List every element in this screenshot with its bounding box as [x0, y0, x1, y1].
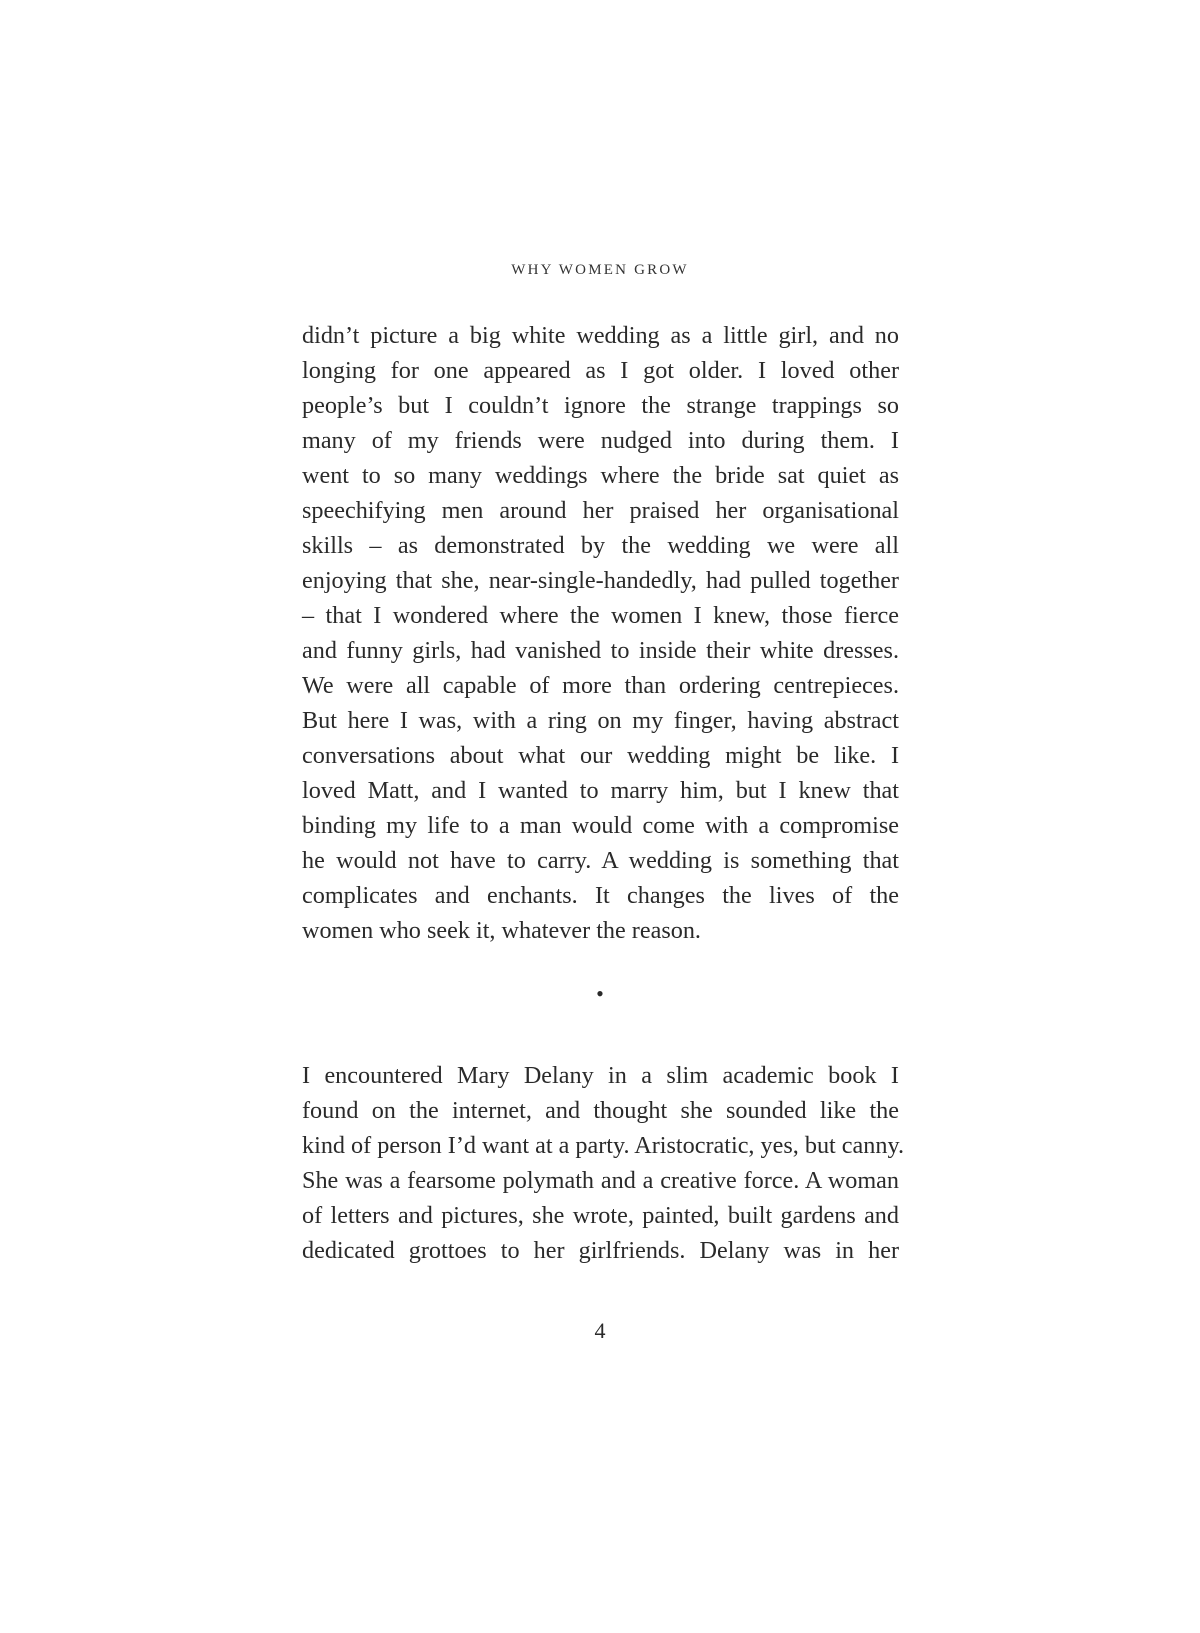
text-line: skills – as demonstrated by the wedding we were all	[302, 532, 899, 559]
text-line: binding my life to a man would come with a compromise	[302, 812, 899, 839]
text-line: complicates and enchants. It changes the lives of the	[302, 882, 899, 909]
text-line: speechifying men around her praised her organisational	[302, 497, 899, 524]
paragraph-1	[302, 318, 899, 948]
text-line: She was a fearsome polymath and a creative force. A woman	[302, 1167, 899, 1194]
running-head: WHY WOMEN GROW	[511, 262, 689, 278]
text-line: he would not have to carry. A wedding is something that	[302, 847, 899, 874]
text-line: women who seek it, whatever the reason.	[302, 917, 701, 944]
text-line: went to so many weddings where the bride sat quiet as	[302, 462, 899, 489]
text-line: loved Matt, and I wanted to marry him, but I knew that	[302, 777, 899, 804]
section-break-bullet: •	[596, 981, 604, 1006]
text-line: But here I was, with a ring on my finger, having abstract	[302, 707, 899, 734]
text-line: people’s but I couldn’t ignore the strange trappings so	[302, 392, 899, 419]
text-line: many of my friends were nudged into during them. I	[302, 427, 899, 454]
text-line: We were all capable of more than ordering centrepieces.	[302, 672, 899, 699]
text-line: found on the internet, and thought she sounded like the	[302, 1097, 899, 1124]
text-line: – that I wondered where the women I knew, those fierce	[302, 602, 899, 629]
text-line: and funny girls, had vanished to inside their white dresses.	[302, 637, 899, 664]
text-line: kind of person I’d want at a party. Aristocratic, yes, but canny.	[302, 1132, 905, 1159]
text-line: didn’t picture a big white wedding as a little girl, and no	[302, 322, 899, 349]
text-line: I encountered Mary Delany in a slim academic book I	[302, 1062, 899, 1089]
page-number: 4	[594, 1318, 606, 1343]
text-line: dedicated grottoes to her girlfriends. Delany was in her	[302, 1237, 899, 1264]
paragraph-2	[302, 1058, 905, 1268]
text-line: of letters and pictures, she wrote, painted, built gardens and	[302, 1202, 899, 1229]
text-line: enjoying that she, near-single-handedly, had pulled together	[302, 567, 899, 594]
text-line: conversations about what our wedding might be like. I	[302, 742, 899, 769]
text-line: longing for one appeared as I got older. I loved other	[302, 357, 899, 384]
